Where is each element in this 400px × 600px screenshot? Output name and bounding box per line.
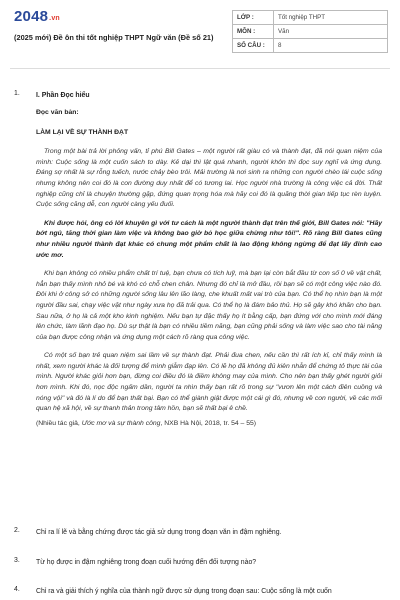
passage-paragraph-highlighted: Khi được hỏi, ông có lời khuyên gì với tư cách là một người thành đạt trên thế giới, Bill Gates nói: "Hãy bớt ngủ, tăng thời gian làm việc và không bao giờ bỏ học giữa chừng như tôi!". Rõ ràng Bill Gates cũng như nhiều người thành đạt khác có chung một phẩm chất là lao động không ngừng để đạt lấy đỉnh cao ước mơ. — [36, 219, 382, 259]
question-number: 2. — [14, 527, 20, 534]
info-row-class — [233, 11, 388, 25]
site-logo[interactable] — [14, 8, 60, 25]
info-row-subject — [233, 25, 388, 39]
question-text: I. Phần Đọc hiểu — [36, 92, 90, 99]
exam-info-table — [232, 10, 388, 53]
info-label: MÔN : — [233, 25, 274, 39]
page-header — [0, 0, 400, 62]
info-value: 8 — [274, 39, 388, 53]
passage-paragraph: Có một số bạn trẻ quan niệm sai lầm về sự thành đạt. Phải đua chen, nếu cần thì rất ích kỉ, chỉ thấy mình là nhất, xem người khác là đối tượng để mình giẫm đạp lên. Có lẽ họ đã không đủ kiên nhẫn để chứng tỏ thực tài của mình. Người khác giỏi hơn bạn, đừng coi điều đó là điềm không may của mình. Cho nên bạn thấy ghét người giỏi hơn mình. Khi đó, nọc độc ngấm dần, người ta nhìn thấy bạn rất rõ trong sự "vươn lên một cách điên cuồng và nóng vội" và đó là lí do để bạn thất bại. Bạn có thể giành giật được một cái gì đó, nhưng về con người, về các mối quan hệ xã hội, về sự thanh thản trong tâm hồn, bạn sẽ thất bại ê chề. — [36, 352, 382, 413]
question-text: Chỉ ra lí lẽ và bằng chứng được tác giả sử dụng trong đoạn văn in đậm nghiêng. — [36, 529, 282, 536]
exam-title: (2025 mới) Đề ôn thi tốt nghiệp THPT Ngữ văn (Đề số 21) — [14, 33, 214, 42]
info-value: Tốt nghiệp THPT — [274, 11, 388, 25]
passage-paragraph: Khi bạn không có nhiều phẩm chất trí tuệ, bạn chưa có tích luỹ, mà bạn lại còn bắt đầu từ con số 0 về vật chất, hẳn bạn thấy mình nhỏ bé và khó có chỗ chen chân. Nhưng đó chỉ là mở đầu, rồi bạn sẽ có một công việc nào đó. Đôi khi ở công sở có những người sống lâu lên lão làng, che khuất mất vai trò của bạn. Có thể họ nhìn bạn là một người đầu sai, chạy việc vặt như ngày xưa họ đã trải qua. Có thể họ là đám bảo thủ. Họ sẽ gây khó khăn cho bạn. Sau nữa, ở họ là cả một kho kinh nghiệm. Nếu bạn tự đặc thấy họ ít bằng cấp, bạn đứng với cho mình mới đáng lên chức, làm lãnh đạo họ. Dù sự thật là bạn có nhiều tiềm năng, bạn cũng phải sống và làm việc sao cho tài năng của bạn được công nhận và ứng dụng một cách rõ ràng qua công việc. — [36, 270, 382, 341]
passage-source — [36, 419, 382, 430]
question-text: Chỉ ra và giải thích ý nghĩa của thành ngữ được sử dụng trong đoạn sau: Cuộc sống là một cuốn — [36, 588, 332, 595]
logo-suffix: .vn — [49, 15, 60, 22]
passage-label: Đọc văn bản: — [36, 109, 79, 116]
passage-title: LÀM LẠI VỀ SỰ THÀNH ĐẠT — [36, 128, 129, 136]
info-row-question-count — [233, 39, 388, 53]
question-text: Từ họ được in đậm nghiêng trong đoạn cuối hướng đến đối tượng nào? — [36, 559, 257, 566]
passage-paragraph: Trong một bài trả lời phỏng vấn, tỉ phú Bill Gates – một người rất giàu có và thành đạt, đã nói quan niệm của mình: Cuộc sống là một cuốn sách to dày. Kẻ dại thì lật quá nhanh, người khôn thì đọc suy nghĩ và ứng dụng. Đáng sợ nhất là sự rỗng tuếch, nước chảy bèo trôi. Mải trường là nơi sinh ra những con người chèo lái cuộc sống nhưng không nên coi đó là con đường duy nhất để có tương lai. Học người nhà trường là công việc cả đời. Thất nghiệp cũng chỉ là chuyện thường gặp, đứng quan trọng hóa mà hãy coi đó là quãng thời gian tiếp tục rèn luyện. Cuộc sống căng dễ, con người càng yếu đuối. — [36, 148, 382, 209]
source-suffix: , NXB Hà Nội, 2018, tr. 54 – 55) — [160, 419, 257, 427]
info-label: LỚP : — [233, 11, 274, 25]
question-number: 1. — [14, 90, 20, 97]
question-number: 3. — [14, 557, 20, 564]
reading-passage — [36, 108, 382, 429]
header-divider — [10, 68, 390, 69]
logo-text: 2048 — [14, 8, 49, 25]
info-label: SỐ CÂU : — [233, 39, 274, 53]
source-prefix: (Nhiều tác giả, — [36, 419, 80, 427]
info-value: Văn — [274, 25, 388, 39]
source-book-title: Ước mơ và sự thành công — [81, 419, 161, 427]
question-number: 4. — [14, 586, 20, 593]
